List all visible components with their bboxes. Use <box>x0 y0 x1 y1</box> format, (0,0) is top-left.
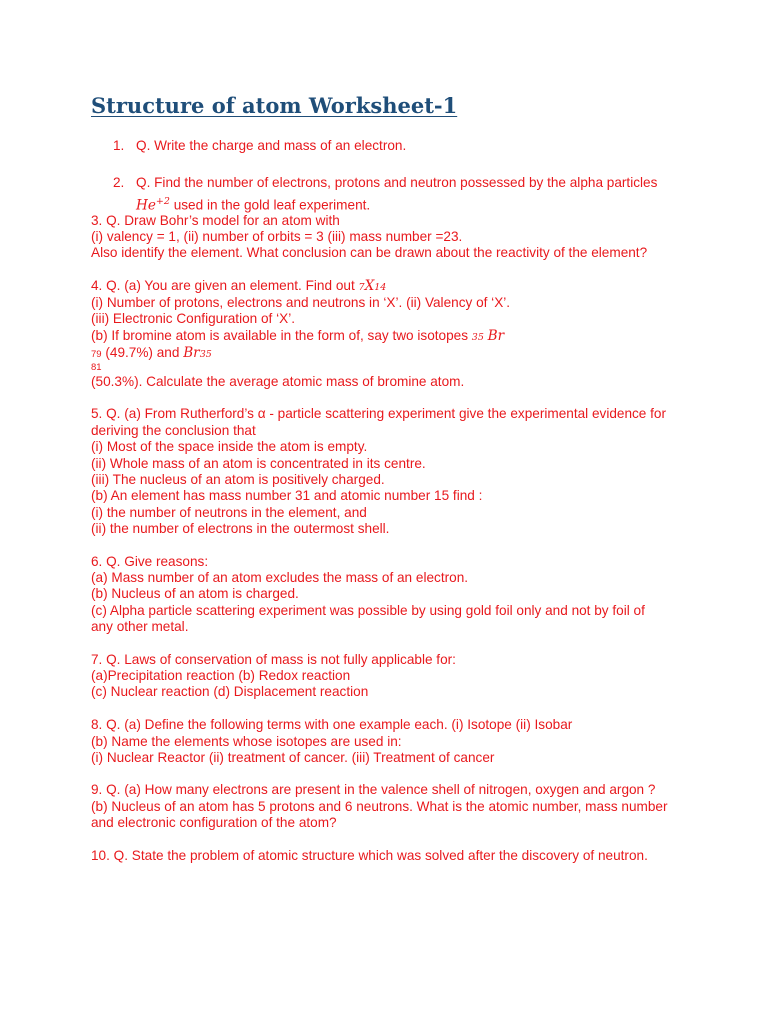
q8-line3: (i) Nuclear Reactor (ii) treatment of cancer. (iii) Treatment of cancer <box>91 750 495 765</box>
q4-line1-text: 4. Q. (a) You are given an element. Find out <box>91 278 359 293</box>
q4-line3: (iii) Electronic Configuration of ‘X’. <box>91 311 295 326</box>
q4-br-symbol: Br <box>487 328 505 344</box>
q4-line5-prefix: 79 <box>91 349 102 360</box>
q2-number: 2. <box>113 175 125 190</box>
q5-line5: (iii) The nucleus of an atom is positively charged. <box>91 472 385 487</box>
q4-line5-mid: (49.7%) and <box>101 345 184 360</box>
q10-line1: 10. Q. State the problem of atomic structure which was solved after the discovery of neutron. <box>91 848 648 863</box>
q2-formula: He <box>136 197 156 214</box>
q4-line4 <box>91 328 504 346</box>
q2-formula-charge: +2 <box>155 196 170 207</box>
q5-line7: (i) the number of neutrons in the element, and <box>91 505 367 520</box>
q5-line2: deriving the conclusion that <box>91 423 256 438</box>
q5-line8: (ii) the number of electrons in the outermost shell. <box>91 521 390 536</box>
q9-line1: 9. Q. (a) How many electrons are present in the valence shell of nitrogen, oxygen and argon ? <box>91 782 656 797</box>
q8-line2: (b) Name the elements whose isotopes are used in: <box>91 734 402 749</box>
q2-text: Q. Find the number of electrons, protons and neutron possessed by the alpha particles <box>136 175 658 190</box>
q5-line1: 5. Q. (a) From Rutherford’s α - particle scattering experiment give the experimental evidence for <box>91 406 667 421</box>
q6-line2: (a) Mass number of an atom excludes the mass of an electron. <box>91 570 469 585</box>
q5-line6: (b) An element has mass number 31 and atomic number 15 find : <box>91 488 483 503</box>
q4-line6: 81 <box>91 362 102 373</box>
q3-line2: (i) valency = 1, (ii) number of orbits = 3 (iii) mass number =23. <box>91 229 463 244</box>
q4-line4-text: (b) If bromine atom is available in the form of, say two isotopes <box>91 328 472 343</box>
q6-line3: (b) Nucleus of an atom is charged. <box>91 586 299 601</box>
q5-line3: (i) Most of the space inside the atom is empty. <box>91 439 368 454</box>
q4-br2-symbol: Br <box>183 345 200 361</box>
q2-text-line2 <box>136 194 370 214</box>
q6-line4: (c) Alpha particle scattering experiment was possible by using gold foil only and not by foil of <box>91 603 645 618</box>
q7-line3: (c) Nuclear reaction (d) Displacement reaction <box>91 684 369 699</box>
q7-line2: (a)Precipitation reaction (b) Redox reaction <box>91 668 351 683</box>
q3-line3: Also identify the element. What conclusion can be drawn about the reactivity of the element? <box>91 245 648 260</box>
q6-line5: any other metal. <box>91 619 189 634</box>
q3-line1: 3. Q. Draw Bohr’s model for an atom with <box>91 213 340 228</box>
q4-line1 <box>91 278 386 296</box>
q4-br-prefix: 35 <box>471 332 484 343</box>
q9-line2: (b) Nucleus of an atom has 5 protons and 6 neutrons. What is the atomic number, mass number <box>91 799 668 814</box>
q4-line7: (50.3%). Calculate the average atomic mass of bromine atom. <box>91 374 465 389</box>
q2-text-cont: used in the gold leaf experiment. <box>169 197 371 213</box>
q7-line1: 7. Q. Laws of conservation of mass is not fully applicable for: <box>91 652 456 667</box>
q4-symbol-prefix: 7 <box>358 282 365 293</box>
q4-symbol-suffix: 14 <box>374 282 387 293</box>
q4-br2-suffix: 35 <box>199 349 212 360</box>
q5-line4: (ii) Whole mass of an atom is concentrated in its centre. <box>91 456 426 471</box>
worksheet-title: Structure of atom Worksheet-1 <box>91 93 458 118</box>
q4-line5 <box>91 345 212 363</box>
q1-number: 1. <box>113 138 125 153</box>
q8-line1: 8. Q. (a) Define the following terms with one example each. (i) Isotope (ii) Isobar <box>91 717 573 732</box>
q9-line3: and electronic configuration of the atom? <box>91 815 337 830</box>
q4-line2: (i) Number of protons, electrons and neutrons in ‘X’. (ii) Valency of ‘X’. <box>91 295 511 310</box>
q4-symbol: X <box>364 278 375 294</box>
q6-line1: 6. Q. Give reasons: <box>91 554 209 569</box>
q1-text: Q. Write the charge and mass of an electron. <box>136 138 407 153</box>
